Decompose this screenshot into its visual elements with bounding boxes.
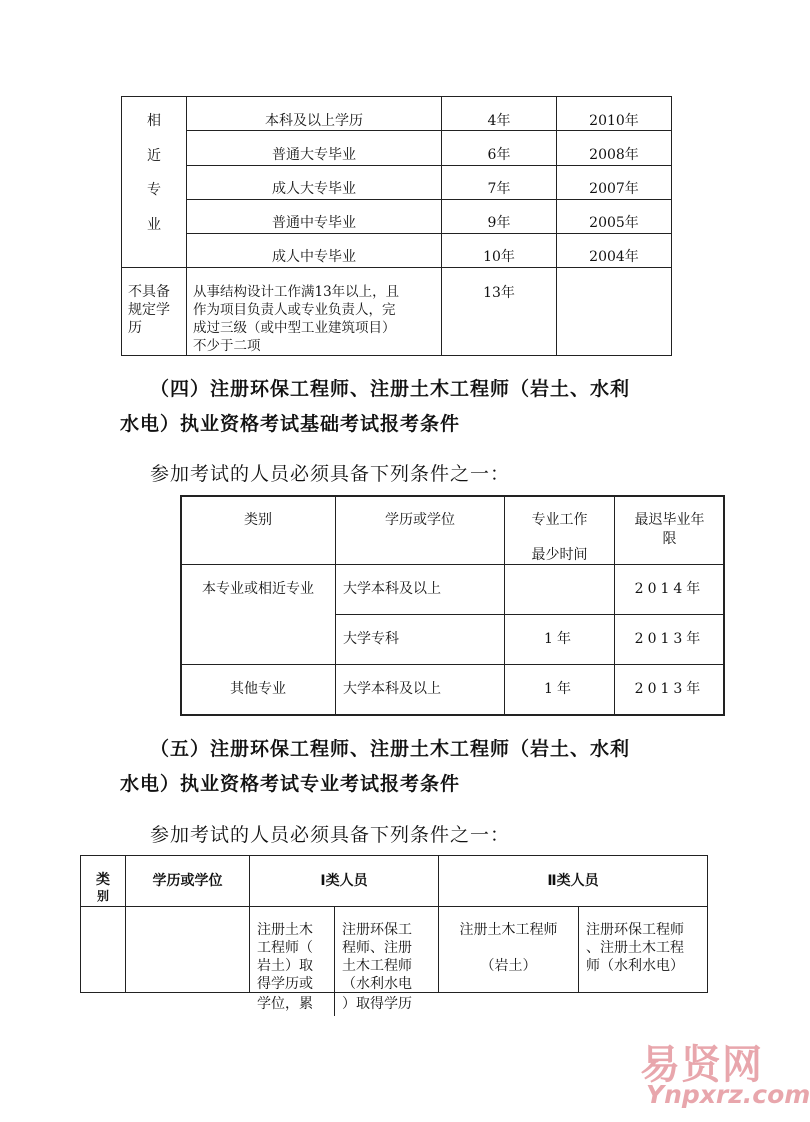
header-category: 类 xyxy=(96,872,110,888)
section4-heading: （四）注册环保工程师、注册土木工程师（岩土、水利 xyxy=(150,378,631,400)
header-type1: Ⅰ类人员 xyxy=(320,873,368,889)
subheader-civil-geotech: 注册土木 xyxy=(257,922,313,938)
table-cell-years: 10年 xyxy=(483,249,515,265)
table-cell-edu: 本科及以上学历 xyxy=(265,113,363,129)
subheader-env-water-2: 、注册土木工程 xyxy=(586,940,684,956)
table-cell-years: 1年 xyxy=(544,631,575,647)
group-label-char: 专 xyxy=(147,182,161,198)
group-label-char: 相 xyxy=(147,113,161,129)
table-cell-years: 1年 xyxy=(544,681,575,697)
header-category: 别 xyxy=(96,889,109,903)
header-work-time: 最少时间 xyxy=(531,547,588,563)
table-cell-edu: 成人中专毕业 xyxy=(272,249,356,265)
header-work-time: 专业工作 xyxy=(531,512,588,528)
table-cell-years: 4年 xyxy=(487,113,511,129)
table-cell-years: 6年 xyxy=(487,147,511,163)
subheader-civil-geotech: 工程师（ xyxy=(257,940,313,956)
watermark-logo-en: Ynpxrz.com xyxy=(646,1080,810,1109)
table-cell-grad: 2013年 xyxy=(634,631,705,647)
table-cell-grad: 2010年 xyxy=(589,113,639,129)
group-label-other: 其他专业 xyxy=(230,681,286,697)
no-degree-label: 不具备 xyxy=(128,284,170,300)
table-cell-edu: 普通中专毕业 xyxy=(272,215,356,231)
subheader-env-water: ）取得学历 xyxy=(342,996,412,1012)
subheader-env-water-2: 注册环保工程师 xyxy=(586,922,684,938)
table-cell-edu: 普通大专毕业 xyxy=(272,147,356,163)
header-grad-limit: 最迟毕业年 xyxy=(634,512,705,528)
group-label-related: 本专业或相近专业 xyxy=(202,581,314,597)
no-degree-years: 13年 xyxy=(483,285,515,301)
subheader-civil-geotech: 学位，累 xyxy=(257,996,313,1012)
subheader-civil-geotech-2: 注册土木工程师 xyxy=(459,922,558,938)
group-label-char: 近 xyxy=(147,148,161,164)
subheader-env-water: 土木工程师 xyxy=(342,958,412,974)
header-grad-limit: 限 xyxy=(662,531,677,547)
no-degree-label: 历 xyxy=(128,320,142,336)
subheader-env-water: 注册环保工 xyxy=(342,922,412,938)
header-type2: Ⅱ类人员 xyxy=(547,873,599,889)
watermark-logo-cn: 易贤网 xyxy=(640,1042,763,1088)
header-edu: 学历或学位 xyxy=(385,512,455,528)
table-cell-edu: 成人大专毕业 xyxy=(272,181,356,197)
table-cell-grad: 2013年 xyxy=(634,681,705,697)
no-degree-desc: 从事结构设计工作满13年以上，且 xyxy=(193,284,400,300)
section5-intro: 参加考试的人员必须具备下列条件之一： xyxy=(150,824,511,846)
section5-heading: （五）注册环保工程师、注册土木工程师（岩土、水利 xyxy=(150,738,631,760)
table-cell-grad: 2014年 xyxy=(634,581,705,597)
table-cell-grad: 2004年 xyxy=(589,249,639,265)
no-degree-desc: 不少于二项 xyxy=(193,338,261,354)
subheader-civil-geotech: 岩土）取 xyxy=(257,958,313,974)
table-cell-grad: 2005年 xyxy=(589,215,639,231)
subheader-civil-geotech-2: （岩土） xyxy=(480,958,537,974)
header-category: 类别 xyxy=(244,512,272,528)
no-degree-label: 规定学 xyxy=(128,302,170,318)
no-degree-desc: 作为项目负责人或专业负责人，完 xyxy=(193,302,396,318)
section4-intro: 参加考试的人员必须具备下列条件之一： xyxy=(150,463,511,485)
table-cell-edu: 大学本科及以上 xyxy=(343,681,441,697)
subheader-civil-geotech: 得学历或 xyxy=(257,976,313,992)
section5-heading-cont: 水电）执业资格考试专业考试报考条件 xyxy=(120,773,461,795)
table-cell-grad: 2008年 xyxy=(589,147,639,163)
subheader-env-water-2: 师（水利水电） xyxy=(586,958,684,974)
table-cell-years: 9年 xyxy=(487,215,511,231)
group-label-char: 业 xyxy=(147,217,161,233)
table-cell-edu: 大学本科及以上 xyxy=(343,581,441,597)
table-cell-edu: 大学专科 xyxy=(343,631,399,647)
table-cell-years: 7年 xyxy=(487,181,511,197)
table-cell-grad: 2007年 xyxy=(589,181,639,197)
header-edu: 学历或学位 xyxy=(152,873,223,889)
no-degree-desc: 成过三级（或中型工业建筑项目） xyxy=(193,320,396,336)
subheader-env-water: （水利水电 xyxy=(342,976,412,992)
subheader-env-water: 程师、注册 xyxy=(342,940,412,956)
section4-heading-cont: 水电）执业资格考试基础考试报考条件 xyxy=(120,413,461,435)
